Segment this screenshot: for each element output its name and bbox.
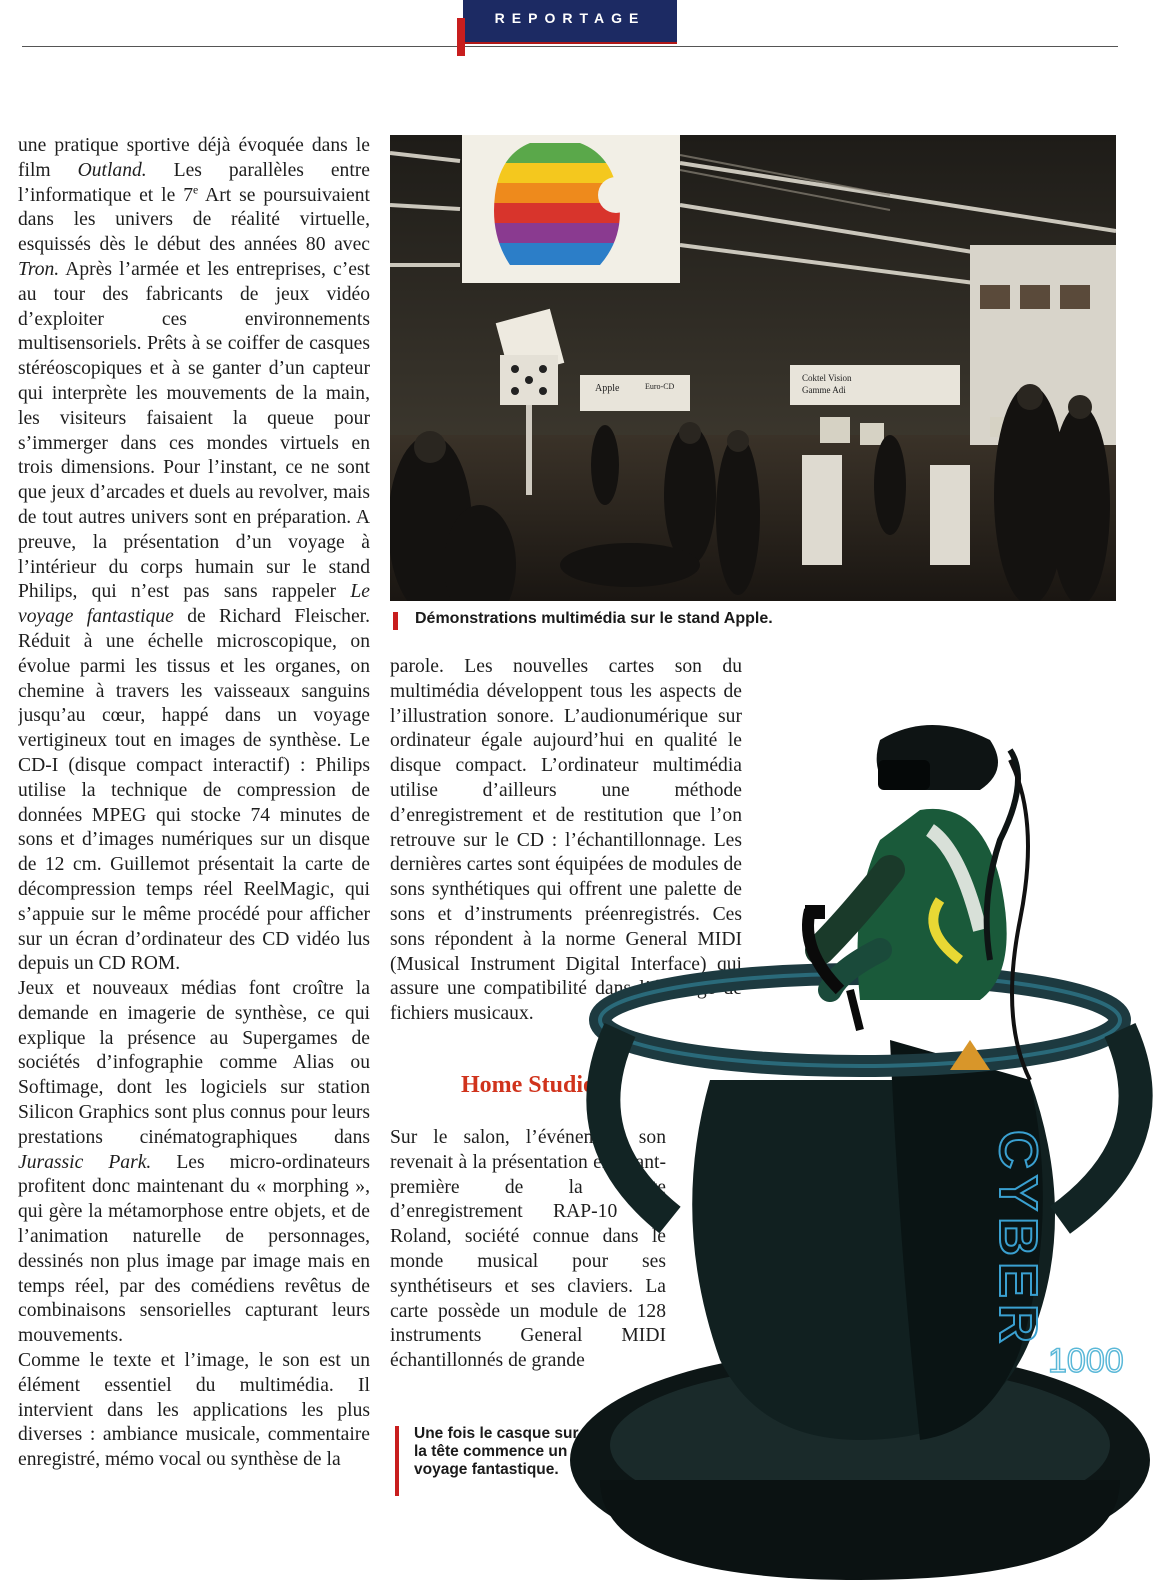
text-run: Art se poursuivaient dans les univers de réalité virtuelle, esquissés dès le début des années 80 avec [18, 184, 370, 256]
photo-cyber-1000 [560, 700, 1168, 1584]
text-run: Après l’armée et les entreprises, c’est au tour des fabricants de jeux vidéo d’exploiter ces environnements multisensoriels. Prêts à se coiffer de casques stéréoscopiques et à se ganter d’un capteur qui interprète les mouvements de la main, les visiteurs faisaient la queue pour s’immerger dans ces mondes virtuels en trois dimensions. Pour l’instant, ce ne sont que jeux d’arcades et duels au revolver, mais de tout autres univers sont en préparation. A preuve, la présentation d’un voyage à l’intérieur du corps humain sur le stand Philips, qui n’est pas sans rappeler [18, 258, 370, 603]
middle-paragraph-2: Sur le salon, l’événement son revenait à la présentation en avant-première de la carte d’enregistrement RAP-10 de Roland, société connue dans le monde musical pour ses synthétiseurs et ses claviers. La carte possède un module de 128 instruments General MIDI échantillonnés de grande [390, 1127, 666, 1372]
apple-logo [490, 143, 634, 265]
person-vr-rider [805, 725, 1018, 1030]
text-run: Jeux et nouveaux médias font croître la demande en imagerie de synthèse, ce qui explique la présence au Supergames de sociétés d’infographie comme Alias ou Softimage, dont les logiciels sur station Silicon Graphics sont plus connus pour leurs prestations cinématographiques dans [18, 978, 370, 1148]
left-column [18, 134, 370, 1574]
text-run: Les parallèles entre l’informatique et le 7 [18, 159, 370, 206]
subhead-home-studio: Home Studio [460, 1072, 595, 1098]
caption-cyber-1000: Une fois le casque sur la tête commence un voyage fantastique. [414, 1425, 579, 1478]
apple-stand-illustration [390, 135, 1116, 601]
cyber-logo-text: CYBER [988, 1130, 1048, 1350]
left-paragraph-3: Comme le texte et l’image, le son est un élément essentiel du multimédia. Il intervient dans les applications les plus diverses : ambiance musicale, commentaire enregistré, mémo vocal ou synthèse de la [18, 1350, 370, 1471]
italic-title-voyage: Le voyage fantastique [18, 581, 370, 628]
caption-apple-stand: Démonstrations multimédia sur le stand Apple. [415, 610, 773, 627]
italic-title-outland: Outland. [77, 159, 147, 181]
italic-title-tron: Tron. [18, 258, 60, 280]
text-run: une pratique sportive déjà évoquée dans le film [18, 135, 370, 181]
cyber-model-number: 1000 [1048, 1342, 1124, 1380]
caption-marker [393, 612, 398, 630]
cyber-1000-illustration [560, 700, 1168, 1584]
sign-coktel-2: Gamme Adi [802, 385, 846, 395]
sign-apple: Apple [595, 383, 620, 394]
header-rule [22, 46, 1118, 47]
sign-coktel: Coktel Vision [802, 373, 852, 383]
section-label: REPORTAGE [494, 10, 646, 26]
italic-title-jurassic: Jurassic Park. [18, 1151, 152, 1173]
left-paragraph-1 [18, 134, 370, 977]
superscript: e [193, 183, 199, 197]
middle-paragraph-1: parole. Les nouvelles cartes son du multimédia développent tous les aspects de l’illustration sonore. L’audionumérique sur ordinateur égale aujourd’hui en qualité le disque compact. L’ordinateur multimédia utilise d’ailleurs une méthode d’enregistrement et de restitution que l’on retrouve sur le CD : l’échantillonnage. Les dernières cartes sont équipées de modules de sons synthétiques qui offrent une palette de sons et d’instruments préenregistrés. Ces sons répondent à la norme General MIDI (Musical Instrument Digital Interface) qui assure une compatibilité dans l’échange de fichiers musicaux. [390, 656, 742, 1025]
text-run: Les micro-ordinateurs profitent donc maintenant du « morphing », qui gère la métamorphose entre objets, et de l’animation naturelle de personnages, dessinés non plus image par image mais en temps réel, par des comédiens revêtus de combinaisons sensorielles capturant leurs mouvements. [18, 1151, 370, 1347]
text-run: de Richard Fleischer. Réduit à une échelle microscopique, on évolue parmi les tissus et les organes, on chemine à travers les vaisseaux sanguins jusqu’au cœur, happé dans un voyage vertigineux tout en images de synthèse. Le CD-I (disque compact interactif) : Philips utilise la technique de compression de données MPEG qui stocke 74 minutes de sons et d’images numériques sur un disque de 12 cm. Guillemot présentait la carte de décompression temps réel ReelMagic, qui s’appuie sur le même procédé pour afficher sur un écran d’ordinateur des CD vidéo lus depuis un CD ROM. [18, 606, 370, 975]
left-paragraph-2 [18, 977, 370, 1349]
section-tab [463, 0, 677, 44]
sign-euro-cd: Euro-CD [645, 382, 675, 391]
caption-marker [395, 1426, 399, 1496]
photo-apple-stand [390, 135, 1116, 601]
